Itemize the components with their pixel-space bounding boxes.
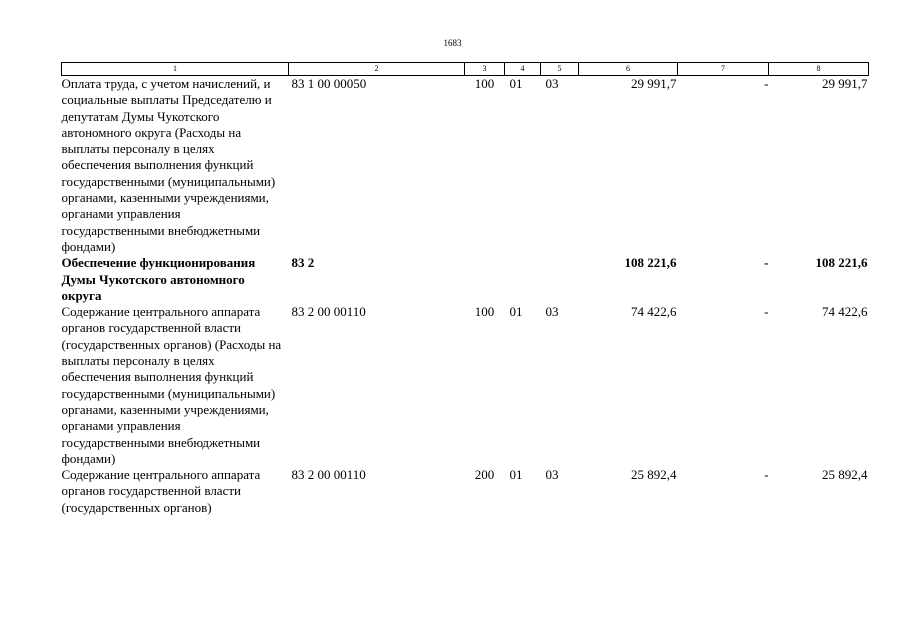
row-sum: 29 991,7 [631, 76, 677, 91]
row-extra: - [764, 255, 769, 271]
header-cell: 7 [678, 63, 769, 76]
row-name: Содержание центрального аппарата органов государственной власти (государственных органов) (Расходы на выплаты персоналу в целях обеспечения выполнения функций государственными (муниципальными) органами, казенными учреждениями, органами управления государственными внебюджетными фондами) [61, 304, 282, 466]
header-cell: 8 [769, 63, 869, 76]
table-row [62, 467, 869, 516]
budget-table [61, 62, 869, 516]
row-extra: - [764, 304, 769, 320]
row-subsection: 03 [545, 304, 559, 320]
table-row [62, 76, 869, 256]
row-total: 25 892,4 [822, 467, 868, 483]
row-expense-type: 100 [474, 304, 495, 320]
row-name: Оплата труда, с учетом начислений, и социальные выплаты Председателю и депутатам Думы Чукотского автономного округа (Расходы на выплаты персоналу в целях обеспечения выполнения функций государственными (муниципальными) органами, казенными учреждениями, органами управления государственными внебюджетными фондами) [61, 76, 276, 254]
row-target-article: 83 2 00 00110 [291, 304, 366, 320]
row-total: 29 991,7 [822, 76, 868, 91]
row-subsection: 03 [545, 76, 559, 91]
page-number: 1683 [443, 38, 462, 48]
header-cell: 5 [541, 63, 579, 76]
column-number-header [62, 63, 869, 76]
row-expense-type [465, 255, 505, 304]
row-subsection: 03 [545, 467, 559, 483]
header-cell: 6 [579, 63, 678, 76]
row-total: 108 221,6 [815, 255, 868, 271]
row-sum: 25 892,4 [631, 467, 677, 483]
row-name: Содержание центрального аппарата органов государственной власти (государственных органов) [61, 467, 261, 515]
row-name: Обеспечение функционирования Думы Чукотского автономного округа [61, 255, 256, 303]
row-sum: 74 422,6 [631, 304, 677, 320]
table-row [62, 255, 869, 304]
header-cell: 2 [289, 63, 465, 76]
row-section [505, 255, 541, 304]
header-cell: 1 [62, 63, 289, 76]
row-subsection [541, 255, 579, 304]
row-target-article: 83 2 [291, 255, 315, 271]
row-expense-type: 100 [474, 76, 495, 91]
row-extra: - [764, 76, 769, 91]
row-sum: 108 221,6 [624, 255, 677, 271]
row-expense-type: 200 [474, 467, 495, 483]
row-extra: - [764, 467, 769, 483]
table-row [62, 304, 869, 467]
header-cell: 3 [465, 63, 505, 76]
row-section: 01 [509, 304, 523, 320]
row-target-article: 83 1 00 00050 [291, 76, 367, 91]
row-total: 74 422,6 [822, 304, 868, 320]
row-section: 01 [509, 76, 523, 91]
row-target-article: 83 2 00 00110 [291, 467, 366, 483]
row-section: 01 [509, 467, 523, 483]
header-cell: 4 [505, 63, 541, 76]
